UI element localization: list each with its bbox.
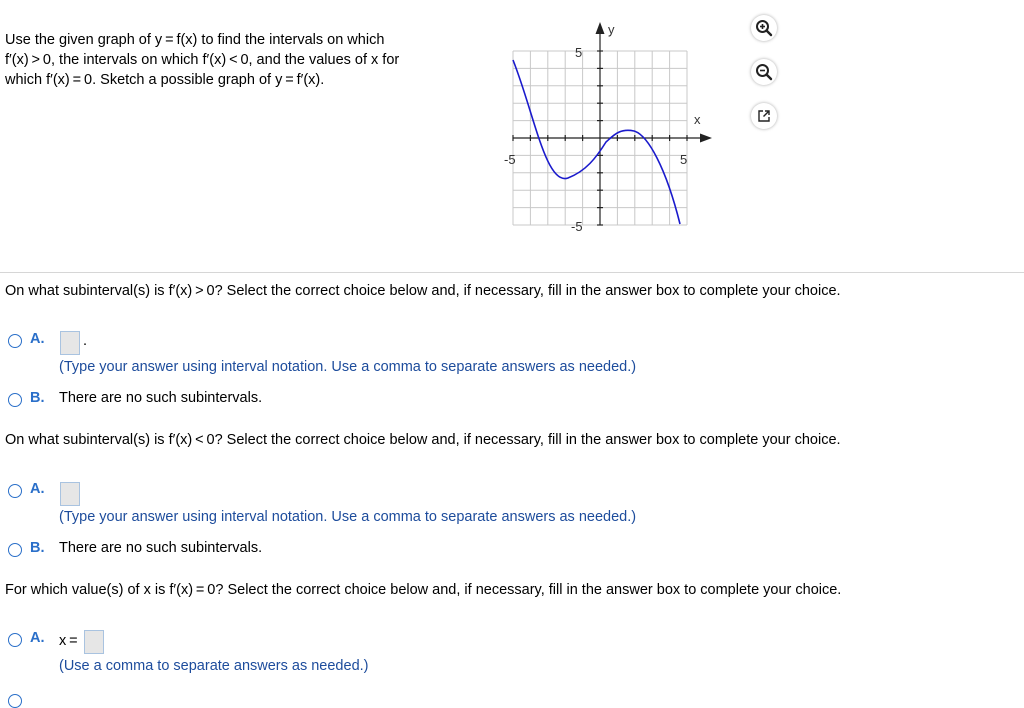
y-tick-label-5: 5 <box>575 45 583 60</box>
zoom-out-button[interactable] <box>751 59 777 85</box>
problem-statement <box>5 30 399 90</box>
prompt-line-2: f′(x) > 0, the intervals on which f′(x) < 0, and the values of x for <box>5 52 400 68</box>
y-axis-label: y <box>608 22 615 37</box>
q3-answer-prefix: x = <box>59 633 78 649</box>
x-axis-label: x <box>694 112 701 127</box>
q2-choice-b-radio[interactable] <box>8 543 22 557</box>
x-tick-label-5: 5 <box>680 152 688 167</box>
prompt-line-1: Use the given graph of y = f(x) to find the intervals on which <box>5 32 385 48</box>
q3-choice-a-letter: A. <box>30 630 45 646</box>
x-tick-label-neg5: -5 <box>504 152 516 167</box>
prompt-line-3: which f′(x) = 0. Sketch a possible graph of y = f′(x). <box>5 72 325 88</box>
q2-choice-b-letter: B. <box>30 540 45 556</box>
question-2-text: On what subinterval(s) is f′(x) < 0? Select the correct choice below and, if necessary, fill in the answer box to complete your choice. <box>5 432 841 448</box>
q3-answer-box[interactable] <box>84 630 104 654</box>
y-tick-label-neg5: -5 <box>571 219 583 233</box>
function-curve <box>513 60 680 224</box>
question-3-text: For which value(s) of x is f′(x) = 0? Select the correct choice below and, if necessary, fill in the answer box to complete your choice. <box>5 582 842 598</box>
section-divider <box>0 272 1024 273</box>
q1-choice-b-radio[interactable] <box>8 393 22 407</box>
zoom-in-icon <box>755 19 773 37</box>
q1-answer-period: . <box>83 333 88 349</box>
q2-choice-a-hint: (Type your answer using interval notation. Use a comma to separate answers as needed.) <box>59 509 637 525</box>
popout-icon <box>756 108 772 124</box>
q1-choice-b-letter: B. <box>30 390 45 406</box>
graph-axes <box>513 22 712 225</box>
q1-choice-a-radio[interactable] <box>8 334 22 348</box>
popout-button[interactable] <box>751 103 777 129</box>
q1-choice-a-hint: (Type your answer using interval notation. Use a comma to separate answers as needed.) <box>59 359 637 375</box>
q2-choice-a-letter: A. <box>30 481 45 497</box>
q2-choice-b-text: There are no such subintervals. <box>59 540 263 556</box>
q2-choice-a-radio[interactable] <box>8 484 22 498</box>
zoom-in-button[interactable] <box>751 15 777 41</box>
q1-choice-a-letter: A. <box>30 331 45 347</box>
q1-answer-box[interactable] <box>60 331 80 355</box>
q3-choice-a-hint: (Use a comma to separate answers as needed.) <box>59 658 369 674</box>
q3-choice-a-radio[interactable] <box>8 633 22 647</box>
function-graph <box>498 18 723 233</box>
question-1-text: On what subinterval(s) is f′(x) > 0? Select the correct choice below and, if necessary, fill in the answer box to complete your choice. <box>5 283 841 299</box>
q1-choice-b-text: There are no such subintervals. <box>59 390 263 406</box>
zoom-out-icon <box>755 63 773 81</box>
q2-answer-box[interactable] <box>60 482 80 506</box>
